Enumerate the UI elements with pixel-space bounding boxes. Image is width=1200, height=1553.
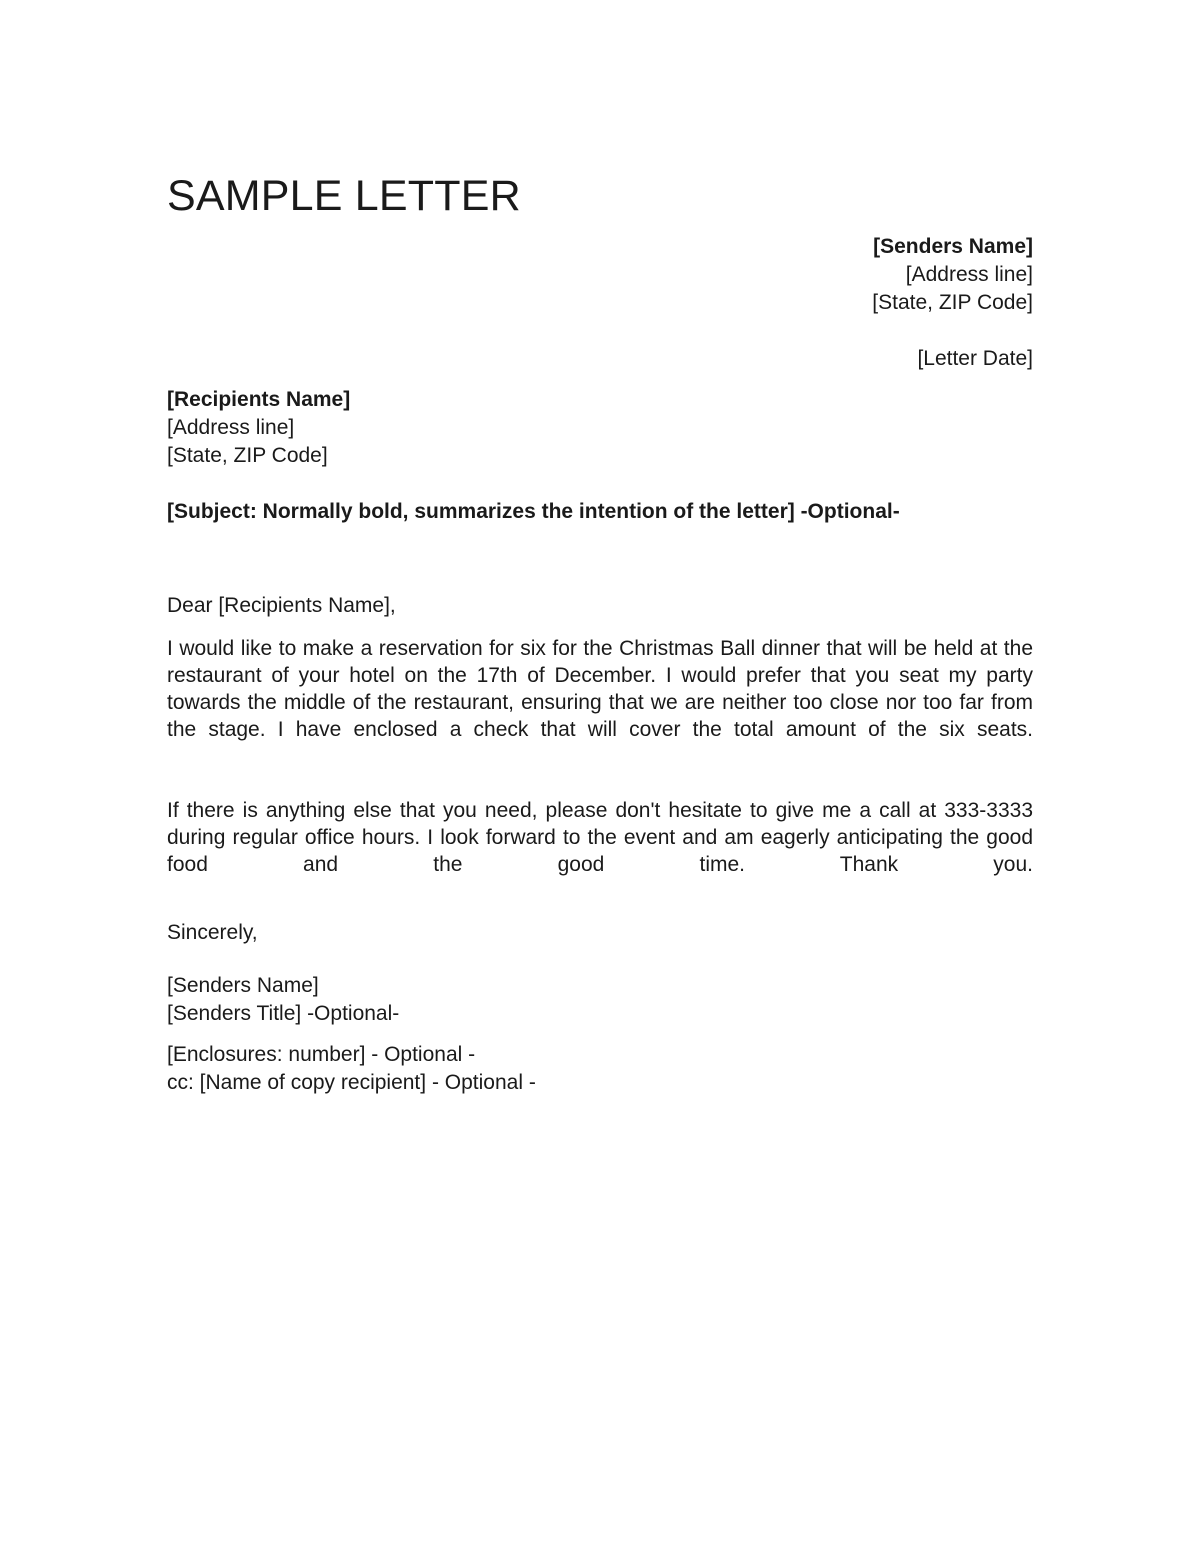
recipient-name: [Recipients Name]	[167, 388, 351, 411]
body-paragraph: I would like to make a reservation for six for the Christmas Ball dinner that will be held at the restaurant of your hotel on the 17th of December. I would prefer that you seat my party towards the middle of the restaurant, ensuring that we are neither too close nor too far from the stage. I have enclosed a check that will cover the total amount of the six seats.	[167, 637, 1033, 741]
signature-block	[167, 972, 399, 1028]
sender-address-line: [Address line]	[905, 263, 1033, 286]
sender-address-block	[872, 233, 1033, 317]
recipient-address-line: [Address line]	[167, 416, 295, 439]
letter-date: [Letter Date]	[917, 347, 1033, 370]
sender-state-zip: [State, ZIP Code]	[872, 291, 1033, 314]
letter-title: SAMPLE LETTER	[167, 172, 521, 220]
salutation: Dear [Recipients Name],	[167, 594, 396, 617]
recipient-state-zip: [State, ZIP Code]	[167, 444, 328, 467]
enclosures-line: [Enclosures: number] - Optional -	[167, 1043, 476, 1066]
signature-name: [Senders Name]	[167, 974, 319, 997]
sender-name: [Senders Name]	[873, 235, 1033, 258]
cc-line: cc: [Name of copy recipient] - Optional -	[167, 1071, 536, 1094]
signature-title: [Senders Title] -Optional-	[167, 1002, 400, 1025]
enclosures-block	[167, 1041, 536, 1097]
recipient-address-block	[167, 386, 350, 470]
letter-subject: [Subject: Normally bold, summarizes the intention of the letter] -Optional-	[167, 500, 900, 523]
closing: Sincerely,	[167, 921, 258, 944]
body-paragraph: If there is anything else that you need, please don't hesitate to give me a call at 333-3333 during regular office hours. I look forward to the event and am eagerly anticipating the good food and the good time. Thank you.	[167, 799, 1033, 876]
